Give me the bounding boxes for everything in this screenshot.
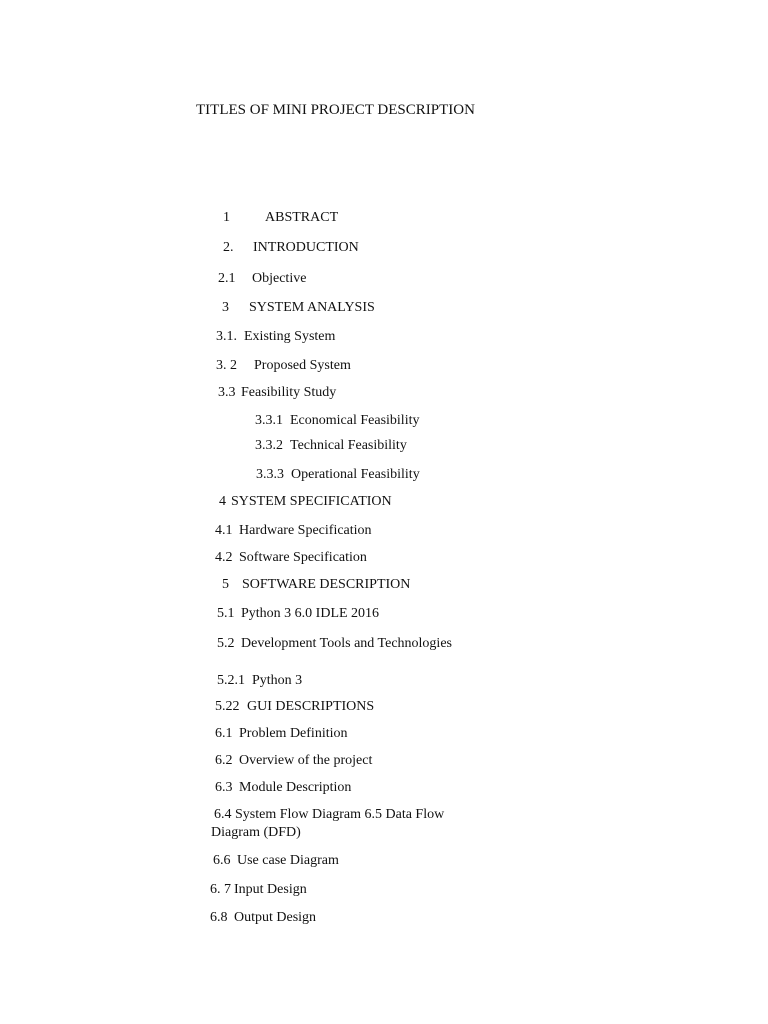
toc-entry bbox=[222, 300, 375, 316]
toc-number: 6.6 bbox=[213, 853, 231, 868]
toc-text: GUI DESCRIPTIONS bbox=[247, 699, 375, 714]
toc-number: 6. 7 bbox=[210, 882, 231, 897]
toc-entry bbox=[210, 910, 316, 926]
toc-text: Economical Feasibility bbox=[290, 413, 420, 428]
toc-entry bbox=[217, 673, 302, 689]
toc-number: 6.1 bbox=[215, 726, 233, 741]
toc-text: Python 3 6.0 IDLE 2016 bbox=[241, 606, 380, 621]
toc-entry bbox=[222, 577, 410, 593]
toc-entry bbox=[215, 753, 372, 769]
toc-number: 6.2 bbox=[215, 753, 233, 768]
toc-text: Operational Feasibility bbox=[291, 467, 420, 482]
toc-text: Proposed System bbox=[254, 358, 351, 373]
toc-entry bbox=[215, 780, 351, 796]
toc-number: 3.1. bbox=[216, 329, 237, 344]
toc-number: 6.8 bbox=[210, 910, 228, 925]
toc-entry bbox=[217, 606, 379, 622]
toc-entry bbox=[218, 271, 306, 287]
toc-number: 2.1 bbox=[218, 271, 236, 286]
toc-text: Use case Diagram bbox=[237, 853, 339, 868]
toc-entry bbox=[256, 467, 420, 483]
toc-text: SOFTWARE DESCRIPTION bbox=[242, 577, 411, 592]
toc-number: 5.2.1 bbox=[217, 673, 245, 688]
toc-text: Feasibility Study bbox=[241, 385, 337, 400]
toc-number: 3.3 bbox=[218, 385, 236, 400]
toc-number: 5.1 bbox=[217, 606, 235, 621]
toc-entry bbox=[223, 240, 359, 256]
toc-text: Software Specification bbox=[239, 550, 367, 565]
toc-text: Technical Feasibility bbox=[290, 438, 407, 453]
toc-number: 3 bbox=[222, 300, 229, 315]
toc-text: Problem Definition bbox=[239, 726, 348, 741]
toc-number: 5.2 bbox=[217, 636, 235, 651]
toc-number: 4 bbox=[219, 494, 226, 509]
toc-text: Overview of the project bbox=[239, 753, 373, 768]
toc-number: 3.3.2 bbox=[255, 438, 283, 453]
toc-text: SYSTEM SPECIFICATION bbox=[231, 494, 392, 509]
toc-number: 3.3.1 bbox=[255, 413, 283, 428]
toc-entry bbox=[223, 210, 338, 226]
toc-entry bbox=[215, 550, 367, 566]
toc-entry bbox=[218, 385, 336, 401]
toc-text: ABSTRACT bbox=[265, 210, 339, 225]
toc-text: Objective bbox=[252, 271, 307, 286]
toc-number: 4.1 bbox=[215, 523, 233, 538]
toc-text: Existing System bbox=[244, 329, 336, 344]
toc-number: 5.22 bbox=[215, 699, 240, 714]
toc-entry bbox=[215, 523, 372, 539]
toc-entry-wrapped: 6.4 System Flow Diagram 6.5 Data Flow Diagram (DFD) bbox=[211, 807, 445, 840]
toc-entry bbox=[210, 882, 307, 898]
toc-entry bbox=[255, 438, 407, 454]
toc-entry bbox=[216, 329, 335, 345]
toc-text: Output Design bbox=[234, 910, 317, 925]
toc-text: INTRODUCTION bbox=[253, 240, 359, 255]
toc-text: SYSTEM ANALYSIS bbox=[249, 300, 375, 315]
toc-text: Python 3 bbox=[252, 673, 303, 688]
toc-entry bbox=[215, 726, 348, 742]
toc-entry bbox=[213, 853, 339, 869]
toc-text: Hardware Specification bbox=[239, 523, 372, 538]
toc-entry bbox=[216, 358, 351, 374]
document-title: TITLES OF MINI PROJECT DESCRIPTION bbox=[196, 102, 475, 118]
toc-text: Module Description bbox=[239, 780, 352, 795]
toc-entry bbox=[255, 413, 419, 429]
toc-number: 4.2 bbox=[215, 550, 233, 565]
toc-number: 1 bbox=[223, 210, 230, 225]
toc-entry bbox=[217, 636, 452, 652]
toc-number: 5 bbox=[222, 577, 229, 592]
toc-number: 6.3 bbox=[215, 780, 233, 795]
toc-text: Input Design bbox=[234, 882, 307, 897]
toc-entry bbox=[215, 699, 374, 715]
toc-number: 2. bbox=[223, 240, 234, 255]
toc-text: Development Tools and Technologies bbox=[241, 636, 452, 651]
toc-number: 3.3.3 bbox=[256, 467, 284, 482]
toc-entry bbox=[219, 494, 392, 510]
toc-number: 3. 2 bbox=[216, 358, 237, 373]
